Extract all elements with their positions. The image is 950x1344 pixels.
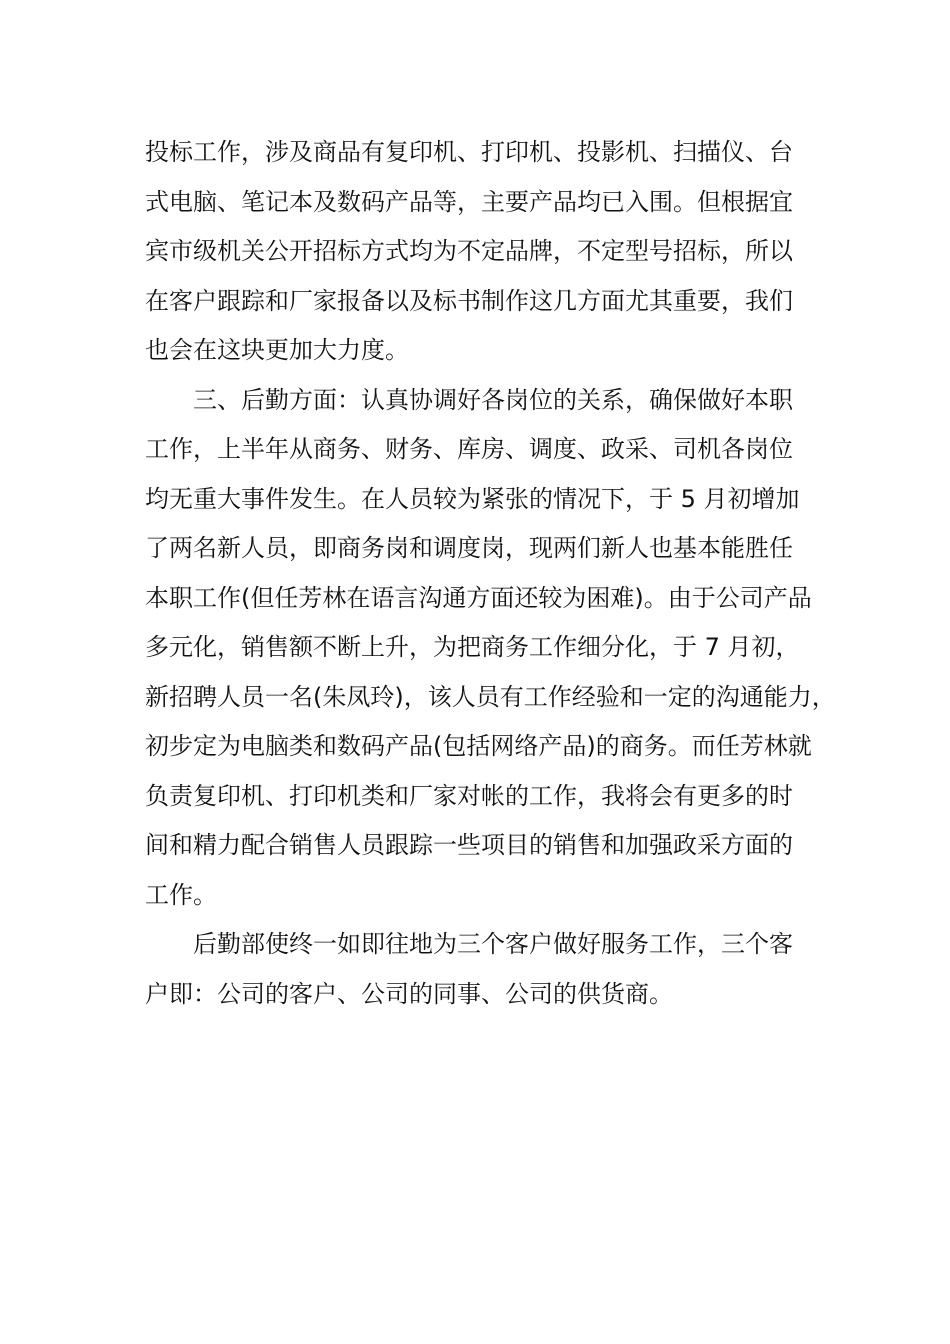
text-line: 后勤部使终一如即往地为三个客户做好服务工作，三个客 xyxy=(193,930,793,958)
text-line: 本职工作(但任芳林在语言沟通方面还较为困难)。由于公司产品 xyxy=(145,583,812,612)
text-line: 也会在这块更加大力度。 xyxy=(145,336,409,364)
paragraph-procurement xyxy=(145,128,825,376)
text-line: 户即：公司的客户、公司的同事、公司的供货商。 xyxy=(145,979,673,1008)
text-line: 宾市级机关公开招标方式均为不定品牌，不定型号招标，所以 xyxy=(145,237,793,265)
text-line: 工作，上半年从商务、财务、库房、调度、政采、司机各岗位 xyxy=(145,435,793,463)
text-line: 初步定为电脑类和数码产品(包括网络产品)的商务。而任芳林就 xyxy=(145,732,812,760)
paragraph-service xyxy=(145,920,825,1019)
document-body xyxy=(145,128,836,1019)
text-line: 三、后勤方面：认真协调好各岗位的关系，确保做好本职 xyxy=(193,385,793,414)
text-line: 在客户跟踪和厂家报备以及标书制作这几方面尤其重要，我们 xyxy=(145,286,793,315)
paragraph-logistics xyxy=(145,376,836,921)
text-line: 了两名新人员，即商务岗和调度岗，现两们新人也基本能胜任 xyxy=(145,534,793,562)
text-line: 均无重大事件发生。在人员较为紧张的情况下，于 5 月初增加 xyxy=(145,484,800,513)
text-line: 多元化，销售额不断上升，为把商务工作细分化，于 7 月初， xyxy=(145,633,800,661)
text-line: 负责复印机、打印机类和厂家对帐的工作，我将会有更多的时 xyxy=(145,781,793,810)
text-line: 新招聘人员一名(朱凤玲)，该人员有工作经验和一定的沟通能力， xyxy=(145,682,836,711)
text-line: 工作。 xyxy=(145,880,217,909)
text-line: 间和精力配合销售人员跟踪一些项目的销售和加强政采方面的 xyxy=(145,831,793,859)
text-line: 投标工作，涉及商品有复印机、打印机、投影机、扫描仪、台 xyxy=(145,138,793,166)
text-line: 式电脑、笔记本及数码产品等，主要产品均已入围。但根据宜 xyxy=(145,187,793,216)
